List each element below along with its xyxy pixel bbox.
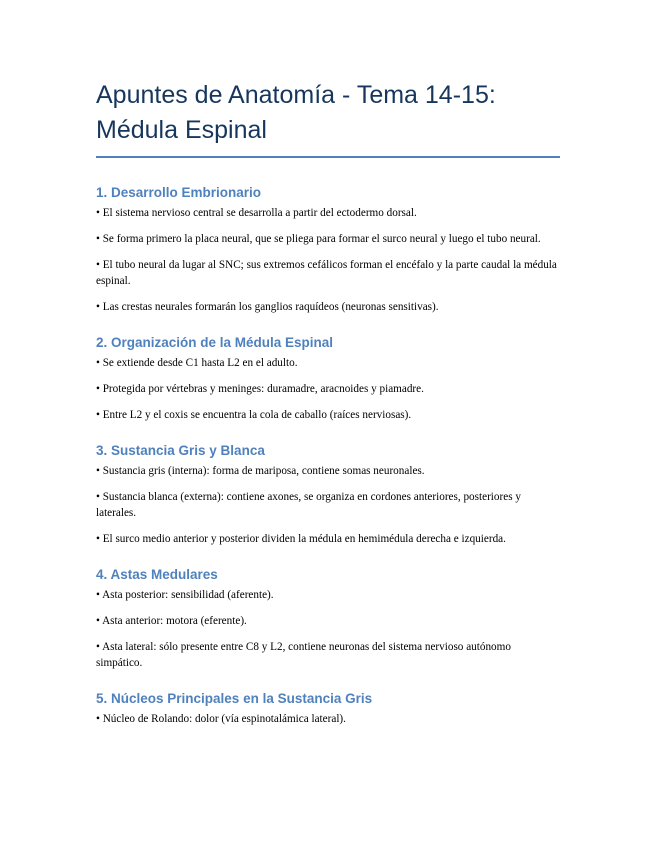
section-heading: 1. Desarrollo Embrionario [96, 185, 262, 200]
document-title [96, 78, 560, 148]
bullet-item: • Protegida por vértebras y meninges: duramadre, aracnoides y piamadre. [96, 383, 424, 395]
bullet-item: • Asta posterior: sensibilidad (aferente). [96, 589, 274, 601]
bullet-item: • El sistema nervioso central se desarrolla a partir del ectodermo dorsal. [96, 207, 417, 219]
section-heading: 4. Astas Medulares [96, 567, 218, 582]
bullet-item: • Se forma primero la placa neural, que se pliega para formar el surco neural y luego el tubo neural. [96, 233, 541, 245]
section-sustancia-gris-blanca [96, 442, 560, 547]
bullet-item: • Asta anterior: motora (eferente). [96, 615, 247, 627]
bullet-item: • El surco medio anterior y posterior dividen la médula en hemimédula derecha e izquierda. [96, 533, 506, 545]
bullet-item: • Sustancia gris (interna): forma de mariposa, contiene somas neuronales. [96, 465, 425, 477]
section-heading: 3. Sustancia Gris y Blanca [96, 443, 265, 458]
bullet-item: • Las crestas neurales formarán los ganglios raquídeos (neuronas sensitivas). [96, 301, 439, 313]
bullet-item: • El tubo neural da lugar al SNC; sus extremos cefálicos forman el encéfalo y la parte caudal la médula espinal. [96, 259, 557, 287]
section-desarrollo-embrionario [96, 184, 560, 315]
section-nucleos-principales [96, 690, 560, 727]
section-heading: 2. Organización de la Médula Espinal [96, 335, 334, 350]
title-line-2: Médula Espinal [96, 116, 267, 144]
title-underline [96, 156, 560, 158]
section-heading: 5. Núcleos Principales en la Sustancia Gris [96, 691, 373, 706]
section-astas-medulares [96, 566, 560, 671]
section-organizacion-medula [96, 334, 560, 423]
bullet-item: • Se extiende desde C1 hasta L2 en el adulto. [96, 357, 298, 369]
title-line-1: Apuntes de Anatomía - Tema 14-15: [96, 81, 496, 109]
bullet-item: • Núcleo de Rolando: dolor (vía espinotalámica lateral). [96, 713, 346, 725]
bullet-item: • Asta lateral: sólo presente entre C8 y L2, contiene neuronas del sistema nervioso autónomo simpático. [96, 641, 511, 669]
bullet-item: • Entre L2 y el coxis se encuentra la cola de caballo (raíces nerviosas). [96, 409, 412, 421]
bullet-item: • Sustancia blanca (externa): contiene axones, se organiza en cordones anteriores, posteriores y laterales. [96, 491, 521, 519]
document-content [96, 78, 560, 746]
